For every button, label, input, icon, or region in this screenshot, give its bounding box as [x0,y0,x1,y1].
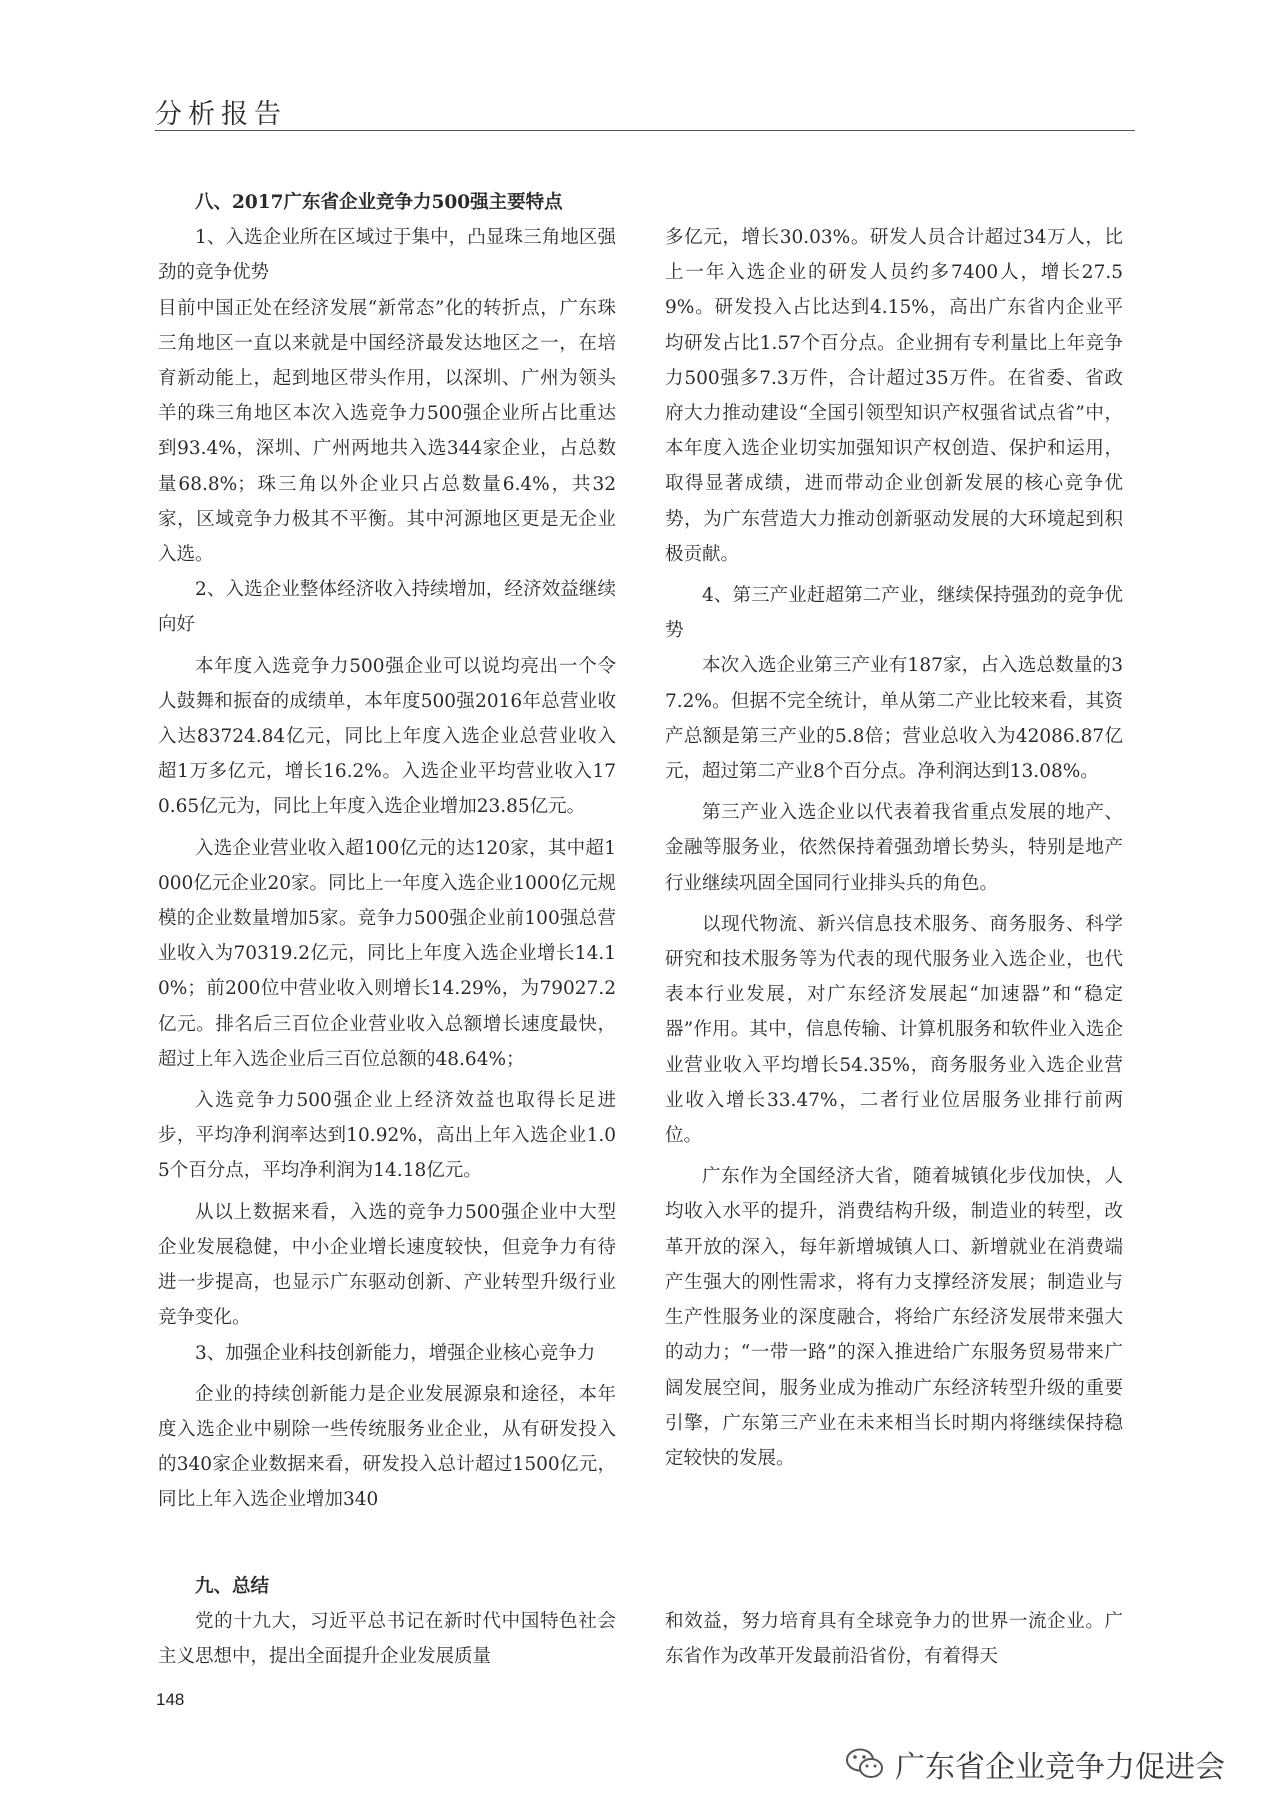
paragraph: 入选竞争力500强企业上经济效益也取得长足进步，平均净利润率达到10.92%，高出上年入选企业1.05个百分点，平均净利润为14.18亿元。 [158,1090,616,1182]
page-header-title: 分析报告 [155,99,287,130]
header-rule [155,130,1135,131]
paragraph: 本年度入选竞争力500强企业可以说均亮出一个令人鼓舞和振奋的成绩单，本年度500强2016年总营业收入达83724.84亿元，同比上年度入选企业总营业收入超1万多亿元，增长16.2%。入选企业平均营业收入170.65亿元为，同比上年度入选企业增加23.85亿元。 [158,655,616,818]
watermark-text: 广东省企业竞争力促进会 [895,1750,1225,1785]
subheading-4: 4、第三产业赶超第二产业，继续保持强劲的竞争优势 [665,585,1123,642]
paragraph: 企业的持续创新能力是企业发展源泉和途径，本年度入选企业中剔除一些传统服务业企业，从有研发投入的340家企业数据来看，研发投入总计超过1500亿元，同比上年入选企业增加340 [158,1383,616,1511]
subheading-2: 2、入选企业整体经济收入持续增加，经济效益继续向好 [158,579,616,636]
page-number: 148 [156,1690,185,1709]
right-column-1 [665,220,1123,1476]
section-heading-8: 八、2017广东省企业竞争力500强主要特点 [195,192,563,213]
subheading-1: 1、入选企业所在区域过于集中，凸显珠三角地区强劲的竞争优势 [158,227,616,284]
paragraph: 广东作为全国经济大省，随着城镇化步伐加快，人均收入水平的提升，消费结构升级，制造业的转型，改革开放的深入，每年新增城镇人口、新增就业在消费端产生强大的刚性需求，将有力支撑经济发展；制造业与生产性服务业的深度融合，将给广东经济发展带来强大的动力；“一带一路”的深入推进给广东服务贸易带来广阔发展空间，服务业成为推动广东经济转型升级的重要引擎，广东第三产业在未来相当长时期内将继续保持稳定较快的发展。 [665,1166,1123,1469]
paragraph: 以现代物流、新兴信息技术服务、商务服务、科学研究和技术服务等为代表的现代服务业入选企业，也代表本行业发展，对广东经济发展起“加速器”和“稳定器”作用。其中，信息传输、计算机服务和软件业入选企业营业收入平均增长54.35%，商务服务业入选企业营业收入增长33.47%，二者行业位居服务业排行前两位。 [665,913,1123,1147]
right-column-2 [665,1604,1123,1674]
paragraph: 入选企业营业收入超100亿元的达120家，其中超1000亿元企业20家。同比上一年度入选企业1000亿元规模的企业数量增加5家。竞争力500强企业前100强总营业收入为70319.2亿元，同比上年度入选企业增长14.10%；前200位中营业收入则增长14.29%，为79027.2亿元。排名后三百位企业营业收入总额增长速度最快，超过上年入选企业后三百位总额的48.64%； [158,837,616,1070]
subheading-3: 3、加强企业科技创新能力，增强企业核心竞争力 [195,1342,596,1364]
paragraph: 多亿元，增长30.03%。研发人员合计超过34万人，比上一年入选企业的研发人员约多7400人，增长27.59%。研发投入占比达到4.15%，高出广东省内企业平均研发占比1.57个百分点。企业拥有专利量比上年竞争力500强多7.3万件，合计超过35万件。在省委、省政府大力推动建设“全国引领型知识产权强省试点省”中，本年度入选企业切实加强知识产权创造、保护和运用，取得显著成绩，进而带动企业创新发展的核心竞争优势，为广东营造大力推动创新驱动发展的大环境起到积极贡献。 [665,227,1123,565]
paragraph: 党的十九大，习近平总书记在新时代中国特色社会主义思想中，提出全面提升企业发展质量 [158,1611,616,1668]
left-column-2 [158,1569,616,1675]
wechat-icon [845,1747,885,1781]
left-column-1 [158,185,616,1518]
paragraph: 本次入选企业第三产业有187家，占入选总数量的37.2%。但据不完全统计，单从第二产业比较来看，其资产总额是第三产业的5.8倍；营业总收入为42086.87亿元，超过第二产业8个百分点。净利润达到13.08%。 [665,655,1123,783]
paragraph: 和效益，努力培育具有全球竞争力的世界一流企业。广东省作为改革开发最前沿省份，有着得天 [665,1611,1123,1668]
paragraph: 目前中国正处在经济发展“新常态”化的转折点，广东珠三角地区一直以来就是中国经济最发达地区之一，在培育新动能上，起到地区带头作用，以深圳、广州为领头羊的珠三角地区本次入选竞争力500强企业所占比重达到93.4%，深圳、广州两地共入选344家企业，占总数量68.8%；珠三角以外企业只占总数量6.4%，共32家，区域竞争力极其不平衡。其中河源地区更是无企业入选。 [158,297,616,566]
section-heading-9: 九、总结 [195,1576,270,1597]
watermark [845,1742,1225,1786]
paragraph: 从以上数据来看，入选的竞争力500强企业中大型企业发展稳健，中小企业增长速度较快，但竞争力有待进一步提高，也显示广东驱动创新、产业转型升级行业竞争变化。 [158,1201,616,1329]
paragraph: 第三产业入选企业以代表着我省重点发展的地产、金融等服务业，依然保持着强劲增长势头，特别是地产行业继续巩固全国同行业排头兵的角色。 [665,802,1123,894]
